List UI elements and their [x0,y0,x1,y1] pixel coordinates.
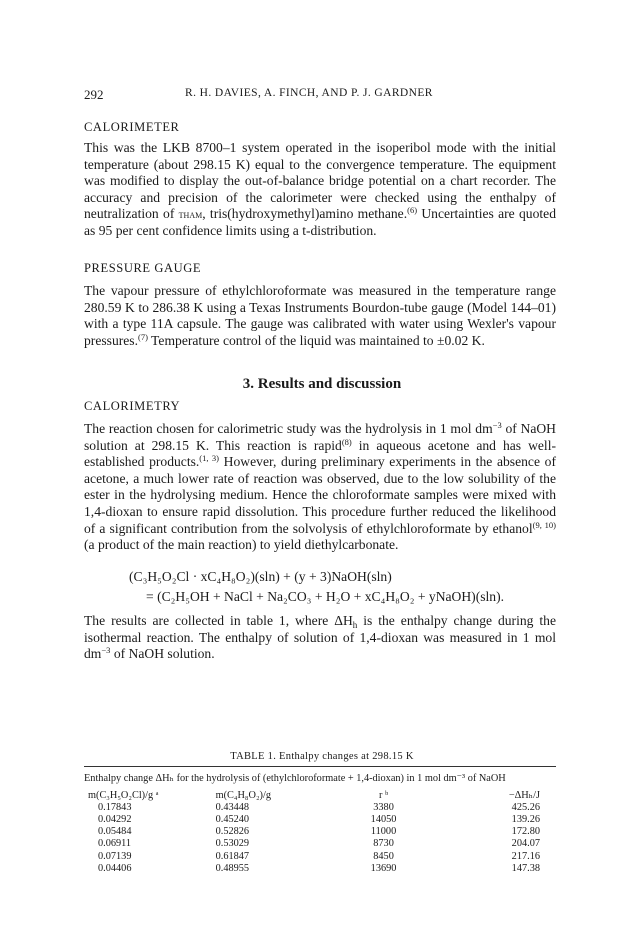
table-cell: 0.06911 [98,838,132,850]
table-cell: 13690 [370,862,397,874]
column-header: −ΔHₕ/J [508,790,540,802]
table-cell: 204.07 [511,838,540,850]
table-cell: 8450 [373,850,394,862]
calorimetry-text-a: The reaction chosen for calorimetric study was the hydrolysis in 1 mol dm [84,421,493,436]
section-heading-calorimetry: CALORIMETRY [84,399,181,413]
table-row [84,801,556,813]
table-cell: 0.43448 [215,801,250,813]
enthalpy-subscript: h [352,620,358,630]
calorimetry-paragraph-1 [84,421,556,554]
calorimetry-text-d: However, during preliminary experiments in the absence of acetone, a much lower rate of reaction was observed, due to the low solubility of the ester in the hydrolysing medium. Hence the chloroformate samples were mixed with 1,4-dioxan to ensure rapid dissolution. This procedure further reduced the likelihood of a significant contribution from the solvolysis of ethylchloroformate by ethanol [84,454,556,536]
reference-8: (8) [341,436,352,447]
pressure-gauge-text-a: The vapour pressure of ethylchloroformate was measured in the temperature range 280.59 K to 286.38 K using a Texas Instruments Bourdon-tube gauge (Model 144–01) with a type 11A capsule. The gauge was calibrated with water using Wexler's vapour pressures. [84,283,556,348]
table-cell: 0.07139 [98,850,132,862]
table-row [84,838,556,850]
reference-9-10: (9, 10) [532,519,556,530]
table-row [84,813,556,825]
table-cell: 0.05484 [98,826,132,838]
table-caption: TABLE 1. Enthalpy changes at 298.15 K [230,751,414,762]
calorimetry-text-c: in aqueous acetone and has well-established products. [84,437,556,470]
table-cell: 8730 [373,838,394,850]
table-cell: 425.26 [511,801,540,813]
table-row [84,826,556,838]
table-cell: 147.38 [511,862,540,874]
calorimeter-text-c: Uncertainties are quoted as 95 per cent confidence limits using a t-distribution. [84,206,556,238]
calorimeter-text-b: , tris(hydroxymethyl)amino methane. [202,206,408,222]
calorimetry-p2-text-b: is the enthalpy change during the isothermal reaction. The enthalpy of solution of 1,4-dioxan was measured in 1 mol dm [84,613,557,662]
table-title: Enthalpy change ΔHₕ for the hydrolysis of (ethylchloroformate + 1,4-dioxan) in 1 mol dm⁻³ of NaOH [84,773,506,784]
table-row [84,850,556,862]
reference-6: (6) [407,205,418,216]
reference-1-3: (1, 3) [199,453,219,464]
table-cell: 3380 [373,801,394,813]
calorimetry-p2-text-a: The results are collected in table 1, where ΔH [84,613,353,628]
table-cell: 0.04406 [98,862,132,874]
table-cell: 217.16 [511,850,540,862]
table-cell: 0.52826 [215,826,250,838]
table-cell: 139.26 [511,813,540,825]
table-cell: 0.48955 [215,862,250,874]
running-header-authors: R. H. DAVIES, A. FINCH, AND P. J. GARDNER [185,87,433,99]
table-cell: 11000 [370,826,397,838]
section-heading-pressure-gauge: PRESSURE GAUGE [84,261,202,275]
enthalpy-table [84,789,556,874]
table-cell: 0.53029 [215,838,250,850]
reaction-equation-line-2: = (C₂H₅OH + NaCl + Na₂CO₃ + H₂O + xC₄H₈O₂ + yNaOH)(sln). [146,589,505,604]
calorimeter-paragraph [84,140,556,240]
table-top-rule [84,766,556,767]
column-header: r ᵇ [378,789,389,801]
table-header-row [84,789,556,801]
table-cell: 14050 [370,813,397,825]
column-header: m(C₄H₈O₂)/g [215,789,271,801]
calorimetry-text-b: of NaOH solution at 298.15 K. This reaction is rapid [84,421,556,453]
pressure-gauge-paragraph [84,283,556,349]
table-cell: 0.45240 [215,813,250,825]
column-header: m(C₃H₅O₂Cl)/g ᵃ [88,789,159,801]
table-cell: 0.61847 [215,850,250,862]
calorimeter-text-a: This was the LKB 8700–1 system operated in the isoperibol mode with the initial temperature (about 298.15 K) equal to the convergence temperature. The equipment was modified to display the out-of-balance bridge potential on a chart recorder. The accuracy and precision of the calorimeter were checked using the enthalpy of neutralization of [84,140,556,222]
table-row [84,862,556,874]
calorimetry-text-e: (a product of the main reaction) to yield diethylcarbonate. [84,537,399,553]
page-number: 292 [84,87,104,102]
reference-7: (7) [137,331,148,342]
calorimetry-paragraph-2 [84,613,556,663]
unit-exponent-2: −3 [101,645,111,656]
table-cell: 0.04292 [98,813,132,825]
pressure-gauge-text-b: Temperature control of the liquid was maintained to ±0.02 K. [147,332,485,348]
section-heading-calorimeter: CALORIMETER [84,120,180,134]
calorimetry-p2-text-c: of NaOH solution. [110,646,215,662]
results-discussion-heading: 3. Results and discussion [242,376,402,392]
tham-abbrev: tham [178,207,203,222]
reaction-equation-line-1: (C₃H₅O₂Cl · xC₄H₈O₂)(sln) + (y + 3)NaOH(sln) [129,569,392,584]
table-cell: 0.17843 [98,801,132,813]
table-cell: 172.80 [511,826,540,838]
unit-exponent: −3 [492,420,502,430]
